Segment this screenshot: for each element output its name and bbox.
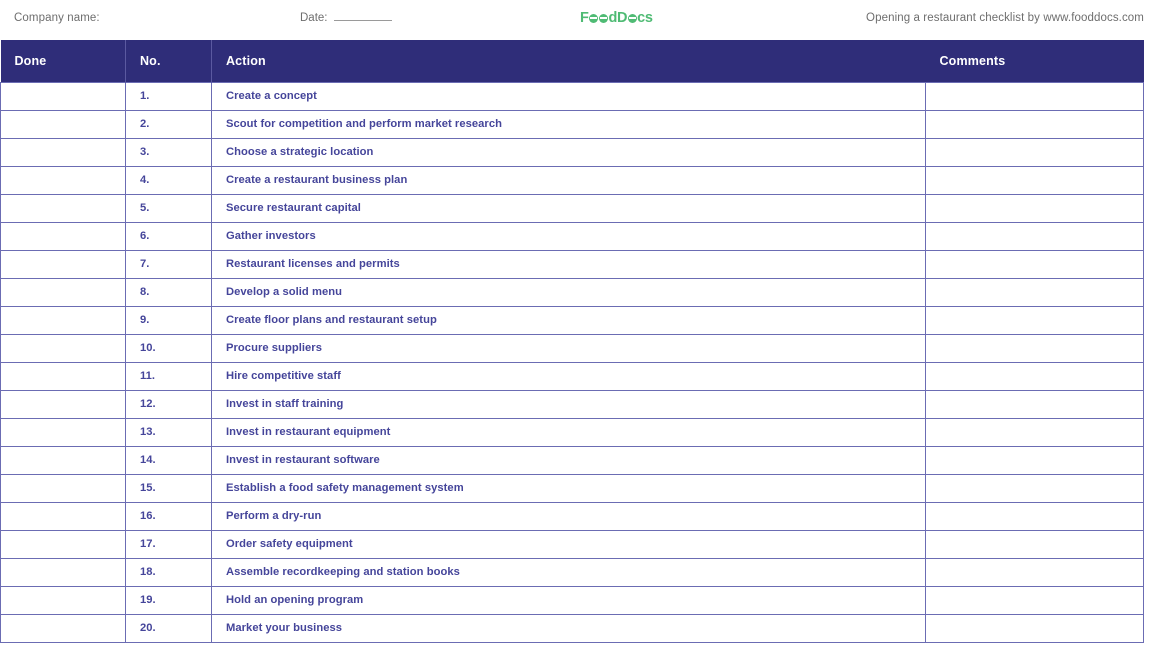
row-number-cell: 2. (126, 110, 212, 138)
column-header-no: No. (126, 40, 212, 82)
action-cell: Create a restaurant business plan (212, 166, 926, 194)
logo-circle-o-1 (589, 14, 598, 23)
checkbox-cell-done[interactable] (1, 82, 126, 110)
table-row (1, 558, 1144, 586)
logo-circle-o-2 (599, 14, 608, 23)
action-cell: Develop a solid menu (212, 278, 926, 306)
table-row (1, 306, 1144, 334)
comments-cell[interactable] (926, 278, 1144, 306)
action-cell: Secure restaurant capital (212, 194, 926, 222)
table-row (1, 278, 1144, 306)
row-number-cell: 12. (126, 390, 212, 418)
logo-circle-o-3 (628, 14, 637, 23)
logo-text-cs: cs (637, 10, 653, 26)
column-header-action: Action (212, 40, 926, 82)
comments-cell[interactable] (926, 474, 1144, 502)
row-number-cell: 15. (126, 474, 212, 502)
document-header (0, 0, 1158, 40)
comments-cell[interactable] (926, 110, 1144, 138)
table-row (1, 530, 1144, 558)
row-number-cell: 18. (126, 558, 212, 586)
row-number-cell: 5. (126, 194, 212, 222)
action-cell: Procure suppliers (212, 334, 926, 362)
comments-cell[interactable] (926, 530, 1144, 558)
date-field-group (300, 11, 392, 25)
table-row (1, 586, 1144, 614)
checkbox-cell-done[interactable] (1, 194, 126, 222)
comments-cell[interactable] (926, 558, 1144, 586)
logo-text-docs-d: D (617, 10, 628, 26)
fooddocs-logo (580, 9, 653, 27)
comments-cell[interactable] (926, 222, 1144, 250)
comments-cell[interactable] (926, 586, 1144, 614)
row-number-cell: 6. (126, 222, 212, 250)
row-number-cell: 8. (126, 278, 212, 306)
comments-cell[interactable] (926, 362, 1144, 390)
checkbox-cell-done[interactable] (1, 250, 126, 278)
action-cell: Create a concept (212, 82, 926, 110)
table-row (1, 222, 1144, 250)
checkbox-cell-done[interactable] (1, 306, 126, 334)
table-row (1, 614, 1144, 642)
column-header-done: Done (1, 40, 126, 82)
logo-text-food-f: F (580, 10, 589, 26)
checkbox-cell-done[interactable] (1, 586, 126, 614)
row-number-cell: 3. (126, 138, 212, 166)
action-cell: Hold an opening program (212, 586, 926, 614)
table-row (1, 194, 1144, 222)
checklist-table (0, 40, 1144, 643)
checkbox-cell-done[interactable] (1, 110, 126, 138)
row-number-cell: 19. (126, 586, 212, 614)
checkbox-cell-done[interactable] (1, 138, 126, 166)
table-row (1, 446, 1144, 474)
action-cell: Order safety equipment (212, 530, 926, 558)
table-row (1, 82, 1144, 110)
checkbox-cell-done[interactable] (1, 502, 126, 530)
comments-cell[interactable] (926, 166, 1144, 194)
row-number-cell: 16. (126, 502, 212, 530)
checkbox-cell-done[interactable] (1, 418, 126, 446)
checkbox-cell-done[interactable] (1, 530, 126, 558)
action-cell: Hire competitive staff (212, 362, 926, 390)
checkbox-cell-done[interactable] (1, 362, 126, 390)
action-cell: Choose a strategic location (212, 138, 926, 166)
checkbox-cell-done[interactable] (1, 474, 126, 502)
row-number-cell: 11. (126, 362, 212, 390)
comments-cell[interactable] (926, 446, 1144, 474)
row-number-cell: 20. (126, 614, 212, 642)
row-number-cell: 4. (126, 166, 212, 194)
checkbox-cell-done[interactable] (1, 446, 126, 474)
table-row (1, 166, 1144, 194)
comments-cell[interactable] (926, 334, 1144, 362)
checkbox-cell-done[interactable] (1, 222, 126, 250)
comments-cell[interactable] (926, 390, 1144, 418)
checkbox-cell-done[interactable] (1, 278, 126, 306)
checkbox-cell-done[interactable] (1, 558, 126, 586)
action-cell: Scout for competition and perform market research (212, 110, 926, 138)
table-row (1, 334, 1144, 362)
table-header-row (1, 40, 1144, 82)
logo-text-d: d (608, 10, 618, 26)
table-row (1, 362, 1144, 390)
checkbox-cell-done[interactable] (1, 166, 126, 194)
row-number-cell: 13. (126, 418, 212, 446)
table-header (1, 40, 1144, 82)
action-cell: Gather investors (212, 222, 926, 250)
table-row (1, 138, 1144, 166)
date-input-blank[interactable] (334, 11, 392, 21)
comments-cell[interactable] (926, 614, 1144, 642)
row-number-cell: 9. (126, 306, 212, 334)
comments-cell[interactable] (926, 138, 1144, 166)
table-row (1, 502, 1144, 530)
table-row (1, 474, 1144, 502)
row-number-cell: 10. (126, 334, 212, 362)
table-body (1, 82, 1144, 642)
table-row (1, 250, 1144, 278)
comments-cell[interactable] (926, 250, 1144, 278)
attribution-text: Opening a restaurant checklist by www.fooddocs.com (866, 12, 1144, 24)
comments-cell[interactable] (926, 306, 1144, 334)
table-row (1, 390, 1144, 418)
action-cell: Invest in staff training (212, 390, 926, 418)
action-cell: Create floor plans and restaurant setup (212, 306, 926, 334)
action-cell: Establish a food safety management system (212, 474, 926, 502)
column-header-comments: Comments (926, 40, 1144, 82)
row-number-cell: 1. (126, 82, 212, 110)
action-cell: Perform a dry-run (212, 502, 926, 530)
table-row (1, 110, 1144, 138)
action-cell: Market your business (212, 614, 926, 642)
date-label: Date: (300, 12, 328, 24)
table-row (1, 418, 1144, 446)
comments-cell[interactable] (926, 82, 1144, 110)
checkbox-cell-done[interactable] (1, 390, 126, 418)
company-name-label: Company name: (14, 12, 100, 24)
row-number-cell: 17. (126, 530, 212, 558)
action-cell: Assemble recordkeeping and station books (212, 558, 926, 586)
checkbox-cell-done[interactable] (1, 334, 126, 362)
checkbox-cell-done[interactable] (1, 614, 126, 642)
row-number-cell: 7. (126, 250, 212, 278)
comments-cell[interactable] (926, 418, 1144, 446)
comments-cell[interactable] (926, 194, 1144, 222)
action-cell: Restaurant licenses and permits (212, 250, 926, 278)
action-cell: Invest in restaurant equipment (212, 418, 926, 446)
row-number-cell: 14. (126, 446, 212, 474)
comments-cell[interactable] (926, 502, 1144, 530)
action-cell: Invest in restaurant software (212, 446, 926, 474)
